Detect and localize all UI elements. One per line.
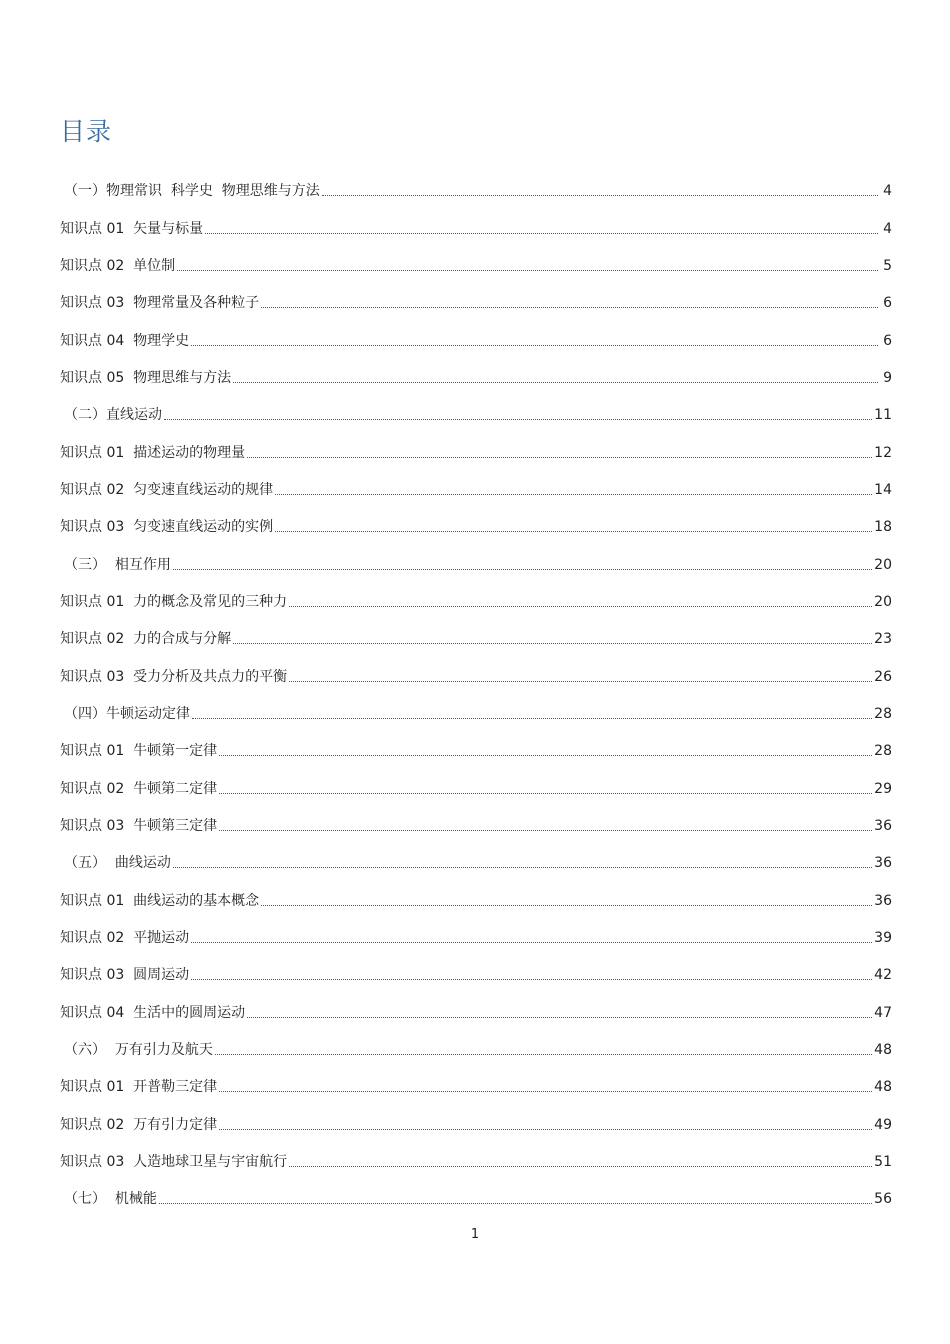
toc-item-entry[interactable] bbox=[60, 760, 892, 797]
toc-item-entry[interactable] bbox=[60, 723, 892, 760]
toc-section-entry[interactable] bbox=[60, 163, 892, 200]
toc-entry-label: 知识点 01 开普勒三定律 bbox=[60, 1079, 218, 1096]
toc-entry-label: 知识点 01 牛顿第一定律 bbox=[60, 743, 218, 760]
dot-leader bbox=[289, 680, 872, 682]
toc-item-entry[interactable] bbox=[60, 947, 892, 984]
dot-leader bbox=[289, 605, 872, 607]
toc-section-entry[interactable] bbox=[60, 387, 892, 424]
toc-entry-label: （七） 机械能 bbox=[64, 1191, 157, 1208]
toc-item-entry[interactable] bbox=[60, 462, 892, 499]
toc-item-entry[interactable] bbox=[60, 350, 892, 387]
toc-entry-label: 知识点 01 曲线运动的基本概念 bbox=[60, 892, 260, 909]
toc-entry-label: 知识点 02 平抛运动 bbox=[60, 929, 190, 946]
toc-entry-page: 28 bbox=[874, 705, 892, 722]
toc-entry-page: 56 bbox=[874, 1191, 892, 1208]
toc-entry-page: 23 bbox=[874, 631, 892, 648]
toc-item-entry[interactable] bbox=[60, 611, 892, 648]
toc-item-entry[interactable] bbox=[60, 574, 892, 611]
dot-leader bbox=[261, 306, 878, 308]
dot-leader bbox=[192, 717, 872, 719]
toc-item-entry[interactable] bbox=[60, 1059, 892, 1096]
dot-leader bbox=[173, 866, 872, 868]
toc-entry-page: 20 bbox=[874, 593, 892, 610]
toc-entry-page: 4 bbox=[883, 183, 892, 200]
toc-entry-page: 6 bbox=[883, 332, 892, 349]
toc-entry-label: 知识点 04 生活中的圆周运动 bbox=[60, 1004, 246, 1021]
toc-item-entry[interactable] bbox=[60, 872, 892, 909]
toc-entry-page: 49 bbox=[874, 1116, 892, 1133]
toc-entry-label: 知识点 02 万有引力定律 bbox=[60, 1116, 218, 1133]
toc-section-entry[interactable] bbox=[60, 686, 892, 723]
dot-leader bbox=[219, 754, 872, 756]
toc-section-entry[interactable] bbox=[60, 1022, 892, 1059]
toc-item-entry[interactable] bbox=[60, 984, 892, 1021]
page-number: 1 bbox=[470, 1227, 480, 1242]
toc-entry-label: 知识点 03 圆周运动 bbox=[60, 967, 190, 984]
toc-entry-page: 28 bbox=[874, 743, 892, 760]
dot-leader bbox=[233, 642, 872, 644]
dot-leader bbox=[247, 456, 872, 458]
toc-entry-page: 18 bbox=[874, 519, 892, 536]
toc-entry-page: 42 bbox=[874, 967, 892, 984]
dot-leader bbox=[219, 829, 872, 831]
toc-entry-page: 47 bbox=[874, 1004, 892, 1021]
toc-entry-page: 6 bbox=[883, 295, 892, 312]
toc-entry-label: 知识点 03 人造地球卫星与宇宙航行 bbox=[60, 1153, 288, 1170]
toc-entry-label: 知识点 05 物理思维与方法 bbox=[60, 369, 232, 386]
toc-item-entry[interactable] bbox=[60, 1134, 892, 1171]
toc-entry-label: （二）直线运动 bbox=[64, 407, 162, 424]
toc-item-entry[interactable] bbox=[60, 200, 892, 237]
toc-item-entry[interactable] bbox=[60, 275, 892, 312]
toc-entry-label: 知识点 02 单位制 bbox=[60, 257, 176, 274]
toc-entry-label: （五） 曲线运动 bbox=[64, 855, 171, 872]
dot-leader bbox=[219, 792, 872, 794]
dot-leader bbox=[215, 1053, 872, 1055]
toc-item-entry[interactable] bbox=[60, 1096, 892, 1133]
toc-entry-page: 29 bbox=[874, 780, 892, 797]
toc-item-entry[interactable] bbox=[60, 424, 892, 461]
toc-entry-label: 知识点 01 矢量与标量 bbox=[60, 220, 204, 237]
toc-entry-page: 11 bbox=[874, 407, 892, 424]
toc-entry-page: 36 bbox=[874, 892, 892, 909]
dot-leader bbox=[261, 904, 872, 906]
dot-leader bbox=[191, 941, 872, 943]
toc-entry-page: 12 bbox=[874, 444, 892, 461]
dot-leader bbox=[322, 194, 878, 196]
toc-entry-page: 5 bbox=[883, 257, 892, 274]
toc-entry-label: 知识点 01 力的概念及常见的三种力 bbox=[60, 593, 288, 610]
toc-item-entry[interactable] bbox=[60, 499, 892, 536]
toc-entry-page: 36 bbox=[874, 855, 892, 872]
toc-item-entry[interactable] bbox=[60, 238, 892, 275]
toc-entry-label: 知识点 03 物理常量及各种粒子 bbox=[60, 295, 260, 312]
toc-entry-page: 36 bbox=[874, 817, 892, 834]
toc-entry-page: 51 bbox=[874, 1153, 892, 1170]
toc-entry-label: 知识点 02 力的合成与分解 bbox=[60, 631, 232, 648]
toc-item-entry[interactable] bbox=[60, 910, 892, 947]
toc-entry-label: （六） 万有引力及航天 bbox=[64, 1041, 213, 1058]
toc-section-entry[interactable] bbox=[60, 835, 892, 872]
dot-leader bbox=[159, 1202, 872, 1204]
dot-leader bbox=[233, 381, 878, 383]
toc-item-entry[interactable] bbox=[60, 648, 892, 685]
toc-entry-page: 4 bbox=[883, 220, 892, 237]
toc-entry-page: 20 bbox=[874, 556, 892, 573]
toc-entry-page: 48 bbox=[874, 1041, 892, 1058]
toc-entry-label: （四）牛顿运动定律 bbox=[64, 705, 190, 722]
toc-item-entry[interactable] bbox=[60, 798, 892, 835]
toc-entry-label: （三） 相互作用 bbox=[64, 556, 171, 573]
toc-entry-page: 9 bbox=[883, 369, 892, 386]
toc-entry-page: 14 bbox=[874, 481, 892, 498]
dot-leader bbox=[219, 1128, 872, 1130]
dot-leader bbox=[191, 344, 878, 346]
dot-leader bbox=[173, 568, 872, 570]
dot-leader bbox=[205, 232, 878, 234]
toc-list bbox=[60, 163, 892, 1208]
toc-entry-page: 39 bbox=[874, 929, 892, 946]
toc-entry-label: 知识点 02 牛顿第二定律 bbox=[60, 780, 218, 797]
toc-entry-label: （一）物理常识 科学史 物理思维与方法 bbox=[64, 183, 320, 200]
dot-leader bbox=[275, 530, 872, 532]
toc-entry-page: 48 bbox=[874, 1079, 892, 1096]
toc-section-entry[interactable] bbox=[60, 1171, 892, 1208]
dot-leader bbox=[164, 418, 872, 420]
toc-entry-label: 知识点 02 匀变速直线运动的规律 bbox=[60, 481, 274, 498]
toc-entry-label: 知识点 04 物理学史 bbox=[60, 332, 190, 349]
toc-entry-page: 26 bbox=[874, 668, 892, 685]
toc-title: 目录 bbox=[60, 117, 113, 146]
toc-item-entry[interactable] bbox=[60, 312, 892, 349]
toc-section-entry[interactable] bbox=[60, 536, 892, 573]
toc-entry-label: 知识点 03 受力分析及共点力的平衡 bbox=[60, 668, 288, 685]
toc-entry-label: 知识点 03 牛顿第三定律 bbox=[60, 817, 218, 834]
dot-leader bbox=[191, 978, 872, 980]
dot-leader bbox=[177, 269, 878, 271]
dot-leader bbox=[289, 1165, 872, 1167]
toc-entry-label: 知识点 03 匀变速直线运动的实例 bbox=[60, 519, 274, 536]
dot-leader bbox=[275, 493, 872, 495]
toc-entry-label: 知识点 01 描述运动的物理量 bbox=[60, 444, 246, 461]
dot-leader bbox=[219, 1090, 872, 1092]
dot-leader bbox=[247, 1016, 872, 1018]
